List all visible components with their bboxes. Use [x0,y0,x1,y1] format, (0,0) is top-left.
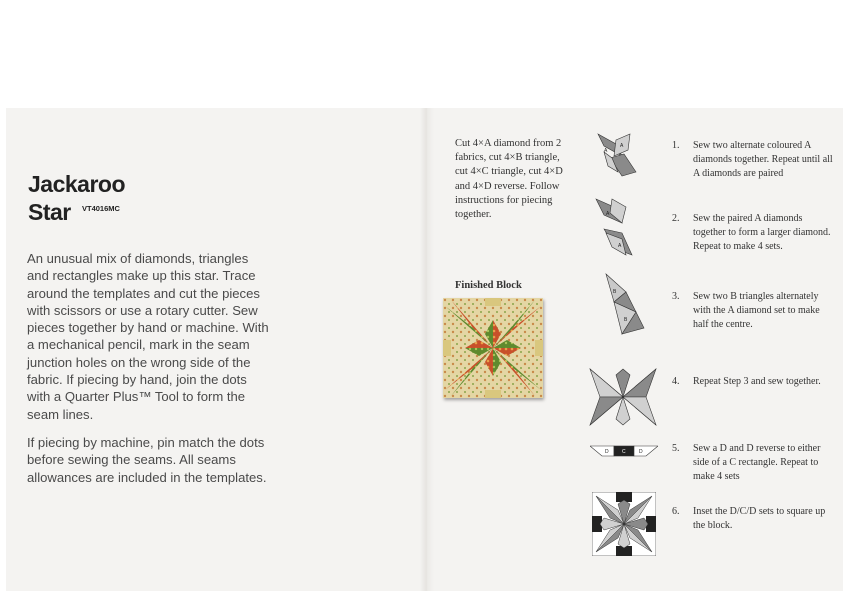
finished-block-label: Finished Block [455,280,522,291]
triangle-label-b: B [624,317,628,323]
step-1-text: Sew two alternate coloured A diamonds together. Repeat until all A diamonds are paired [693,140,833,180]
pattern-title-line1: Jackaroo [28,171,126,197]
step-4-number: 4. [672,376,680,387]
intro-paragraph-2: If piecing by machine, pin match the dots before sewing the seams. All seams allowances are included in the templates. [27,435,267,485]
pattern-title-line2: Star [28,199,71,225]
page-fold [420,108,434,591]
step-4-diagram [588,367,658,427]
step-5-text: Sew a D and D reverse to either side of a C rectangle. Repeat to make 4 sets [693,443,821,483]
piece-label-d: D [605,449,609,455]
step-1-number: 1. [672,140,680,151]
step-2-number: 2. [672,213,680,224]
cutting-instructions: Cut 4×A diamond from 2 fabrics, cut 4×B triangle, cut 4×C triangle, cut 4×D and 4×D reverse. Follow instructions for piecing together. [455,138,563,221]
step-4-text: Repeat Step 3 and sew together. [693,376,821,387]
step-6-text: Inset the D/C/D sets to square up the block. [693,506,826,532]
diamond-label-a: A [620,143,624,149]
pattern-code: VT4016MC [82,204,120,213]
step-1-diagram [592,132,642,178]
step-3-diagram [600,272,648,338]
intro-paragraph-1: An unusual mix of diamonds, triangles and rectangles make up this star. Trace around the templates and cut the pieces with scissors or use a rotary cutter. Sew pieces together by hand or machine. With a mechanical pencil, mark in the seam junction holes on the wrong side of the fabric. If piecing by hand, join the dots with a Quarter Plus™ Tool to form the seam lines. [27,251,269,422]
diamond-label-a: A [604,148,608,154]
step-3-number: 3. [672,291,680,302]
step-5-diagram [590,444,658,458]
step-6-diagram [592,492,656,556]
step-5-number: 5. [672,443,680,454]
step-2-diagram [592,193,642,263]
step-3-text: Sew two B triangles alternately with the A diamond set to make half the centre. [693,291,820,331]
step-2-text: Sew the paired A diamonds together to form a larger diamond. Repeat to make 4 sets. [693,213,831,253]
triangle-label-b: B [613,289,617,295]
diamond-label-a: A [618,243,622,249]
piece-label-d: D [639,449,643,455]
piece-label-c: C [622,449,626,455]
diamond-label-a: A [606,211,610,217]
step-6-number: 6. [672,506,680,517]
finished-block-image [443,298,543,398]
